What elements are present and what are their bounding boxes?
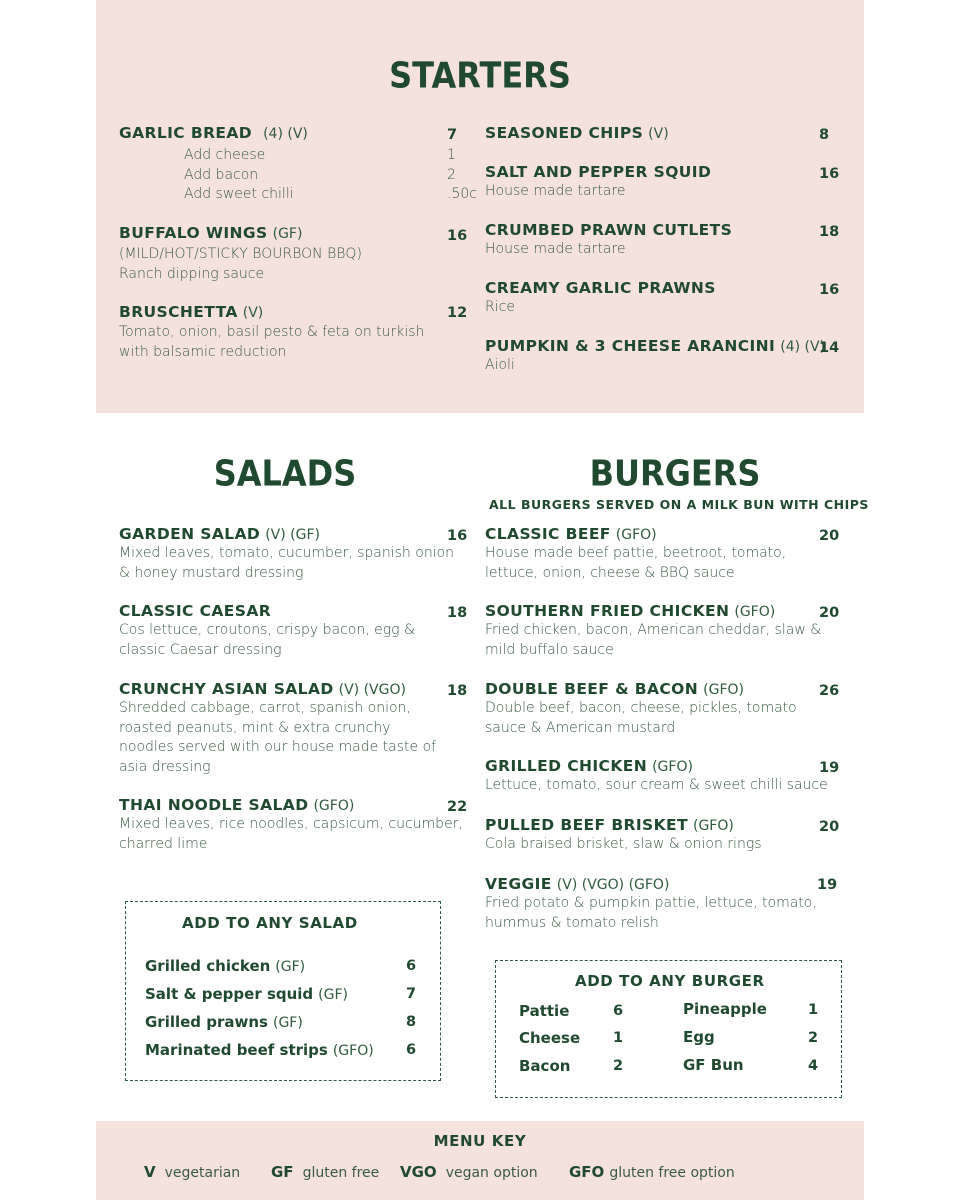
item-name: SOUTHERN FRIED CHICKEN (485, 602, 730, 620)
item-name: BUFFALO WINGS (119, 224, 268, 242)
menu-item-veggie (485, 875, 817, 933)
menu-item-pulled-beef-brisket (485, 816, 762, 855)
addon-name: Marinated beef strips (145, 1041, 328, 1059)
menu-key-entry (569, 1162, 735, 1181)
item-description: hummus & tomato relish (485, 914, 659, 931)
item-price: 18 (447, 605, 468, 621)
item-tags: (GFO) (615, 527, 657, 543)
addon-name: Grilled chicken (145, 957, 271, 975)
item-name: CLASSIC CAESAR (119, 602, 272, 620)
item-description: Double beef, bacon, cheese, pickles, tomato (485, 700, 797, 716)
item-tags: (V) (648, 126, 669, 142)
salad-addon-item (145, 957, 305, 975)
salad-addon-price: 6 (406, 958, 417, 974)
salad-addon-item (145, 985, 348, 1003)
burger-addon-price: 1 (613, 1030, 624, 1046)
burgers-heading: BURGERS (589, 451, 761, 495)
addon-name: Grilled prawns (145, 1013, 268, 1031)
item-description: Ranch dipping sauce (119, 265, 265, 282)
item-price: 8 (819, 127, 830, 143)
item-description: Mixed leaves, tomato, cucumber, spanish onion (119, 545, 455, 561)
item-name: CRUNCHY ASIAN SALAD (119, 680, 334, 698)
item-description: & honey mustard dressing (119, 564, 304, 581)
menu-key-entry (144, 1162, 240, 1181)
addon-price: 1 (447, 147, 456, 163)
addon-label: Add bacon (184, 167, 259, 183)
item-name: CLASSIC BEEF (485, 525, 611, 543)
item-price: 19 (817, 877, 838, 893)
menu-item-crumbed-prawn-cutlets (485, 221, 732, 260)
item-name: THAI NOODLE SALAD (119, 796, 309, 814)
burger-addon-price: 6 (613, 1003, 624, 1019)
key-code: GFO (569, 1163, 605, 1181)
item-price: 14 (819, 340, 840, 356)
item-tags: (GFO) (652, 759, 693, 775)
addon-price: .50c (447, 186, 477, 202)
item-description: Tomato, onion, basil pesto & feta on turkish (119, 324, 425, 340)
addon-name: Salt & pepper squid (145, 985, 314, 1003)
item-description: noodles served with our house made taste of (119, 739, 437, 755)
item-tags: (GFO) (313, 798, 355, 814)
key-label: vegan option (445, 1165, 538, 1181)
burger-addon-price: 1 (808, 1002, 819, 1018)
item-description: Rice (485, 299, 515, 315)
menu-item-salt-pepper-squid (485, 163, 711, 202)
key-code: V (144, 1163, 156, 1181)
burgers-subheading: ALL BURGERS SERVED ON A MILK BUN WITH CHIPS (489, 497, 869, 512)
menu-item-buffalo-wings (119, 224, 362, 284)
item-description: House made tartare (485, 183, 626, 199)
item-description: Cola braised brisket, slaw & onion rings (485, 836, 762, 852)
addon-tag: (GF) (275, 959, 306, 975)
item-price: 16 (819, 282, 840, 298)
addon-label: Add sweet chilli (184, 186, 294, 202)
menu-item-classic-caesar (119, 602, 415, 660)
item-description: roasted peanuts, mint & extra crunchy (119, 719, 391, 736)
item-tags: (4) (V) (263, 126, 308, 142)
item-description: Fried potato & pumpkin pattie, lettuce, tomato, (485, 895, 817, 911)
item-description: charred lime (119, 835, 208, 852)
menu-item-arancini (485, 337, 825, 376)
salad-addon-item (145, 1013, 303, 1031)
item-name: VEGGIE (485, 875, 552, 893)
addon-tag: (GFO) (332, 1043, 374, 1059)
burger-addon-item: Pineapple (683, 1000, 767, 1018)
menu-key-title: MENU KEY (433, 1132, 527, 1150)
addon-label: Add cheese (184, 147, 266, 163)
salad-addon-title: ADD TO ANY SALAD (182, 914, 358, 932)
item-price: 20 (819, 605, 840, 621)
item-price: 18 (819, 224, 840, 240)
item-description: classic Caesar dressing (119, 641, 282, 658)
item-description: Aioli (485, 357, 515, 373)
item-price: 26 (819, 683, 840, 699)
item-name: CRUMBED PRAWN CUTLETS (485, 221, 733, 239)
burger-addon-title: ADD TO ANY BURGER (575, 972, 765, 990)
burger-addon-item: Pattie (519, 1002, 570, 1020)
item-name: CREAMY GARLIC PRAWNS (485, 279, 716, 297)
item-price: 19 (819, 760, 840, 776)
menu-key-entry (400, 1162, 538, 1181)
item-price: 20 (819, 528, 840, 544)
key-label: gluten free (302, 1165, 380, 1181)
item-description: Fried chicken, bacon, American cheddar, slaw & (485, 622, 822, 638)
item-price: 16 (447, 528, 468, 544)
item-description: House made tartare (485, 241, 626, 257)
addon-tag: (GF) (273, 1015, 303, 1031)
item-tags: (V) (GF) (265, 527, 320, 543)
menu-key-entry (271, 1162, 379, 1181)
burger-addon-item: GF Bun (683, 1056, 744, 1074)
menu-item-southern-fried-chicken (485, 602, 821, 660)
item-description: (MILD/HOT/STICKY BOURBON BBQ) (119, 246, 362, 262)
menu-item-creamy-garlic-prawns (485, 279, 716, 318)
item-tags: (4) (V) (780, 339, 826, 355)
menu-item-bruschetta (119, 303, 424, 362)
addon-price: 2 (447, 167, 456, 183)
item-tags: (GFO) (734, 604, 776, 620)
addon-tag: (GF) (318, 987, 348, 1003)
menu-item-garden-salad (119, 525, 454, 583)
item-name: GRILLED CHICKEN (485, 757, 648, 775)
salad-addon-price: 7 (406, 986, 417, 1002)
salad-addon-price: 8 (406, 1014, 417, 1030)
item-price: 18 (447, 683, 468, 699)
item-name: DOUBLE BEEF & BACON (485, 680, 699, 698)
burger-addon-item: Egg (683, 1028, 715, 1046)
item-description: House made beef pattie, beetroot, tomato, (485, 545, 787, 561)
item-description: asia dressing (119, 758, 211, 775)
item-name: BRUSCHETTA (119, 303, 238, 321)
item-price: 22 (447, 799, 468, 815)
item-tags: (V) (242, 305, 264, 321)
item-name: PUMPKIN & 3 CHEESE ARANCINI (485, 337, 776, 355)
salads-heading: SALADS (213, 451, 357, 495)
item-price: 20 (819, 819, 840, 835)
item-description: Mixed leaves, rice noodles, capsicum, cucumber, (119, 816, 463, 832)
item-description: sauce & American mustard (485, 719, 676, 736)
burger-addon-item: Bacon (519, 1057, 571, 1075)
item-description: Lettuce, tomato, sour cream & sweet chilli sauce (485, 777, 828, 793)
burger-addon-price: 2 (808, 1030, 819, 1046)
item-tags: (GFO) (692, 818, 734, 834)
item-tags: (GFO) (703, 682, 744, 698)
item-description: lettuce, onion, cheese & BBQ sauce (485, 564, 735, 581)
item-price: 12 (447, 305, 468, 321)
menu-item-classic-beef (485, 525, 786, 583)
item-price: 7 (447, 127, 458, 143)
salad-addon-item (145, 1041, 374, 1059)
item-price: 16 (447, 228, 468, 244)
item-tags: (V) (VGO) (338, 682, 406, 698)
item-name: SALT AND PEPPER SQUID (485, 163, 712, 181)
key-code: GF (271, 1163, 294, 1181)
item-name: PULLED BEEF BRISKET (485, 816, 688, 834)
menu-item-double-beef-bacon (485, 680, 797, 738)
burger-addon-price: 4 (808, 1058, 819, 1074)
item-description: Cos lettuce, croutons, crispy bacon, egg & (119, 622, 415, 638)
burger-addon-price: 2 (613, 1058, 624, 1074)
menu-item-seasoned-chips (485, 124, 669, 142)
key-label: vegetarian (164, 1165, 241, 1181)
starters-heading: STARTERS (389, 53, 571, 97)
item-tags: (V) (VGO) (GFO) (556, 877, 670, 893)
menu-item-garlic-bread (119, 124, 308, 142)
item-name: SEASONED CHIPS (485, 124, 644, 142)
menu-item-grilled-chicken (485, 757, 828, 796)
key-code: VGO (400, 1163, 437, 1181)
menu-item-crunchy-asian-salad (119, 680, 436, 777)
item-name: GARDEN SALAD (119, 525, 261, 543)
item-tags: (GF) (272, 226, 303, 242)
key-label: gluten free option (609, 1165, 735, 1181)
item-description: mild buffalo sauce (485, 641, 614, 658)
salad-addon-price: 6 (406, 1042, 417, 1058)
item-name: GARLIC BREAD (119, 124, 253, 142)
item-description: Shredded cabbage, carrot, spanish onion, (119, 700, 411, 716)
burger-addon-item: Cheese (519, 1029, 581, 1047)
menu-item-thai-noodle-salad (119, 796, 463, 854)
item-description: with balsamic reduction (119, 343, 287, 360)
item-price: 16 (819, 166, 840, 182)
